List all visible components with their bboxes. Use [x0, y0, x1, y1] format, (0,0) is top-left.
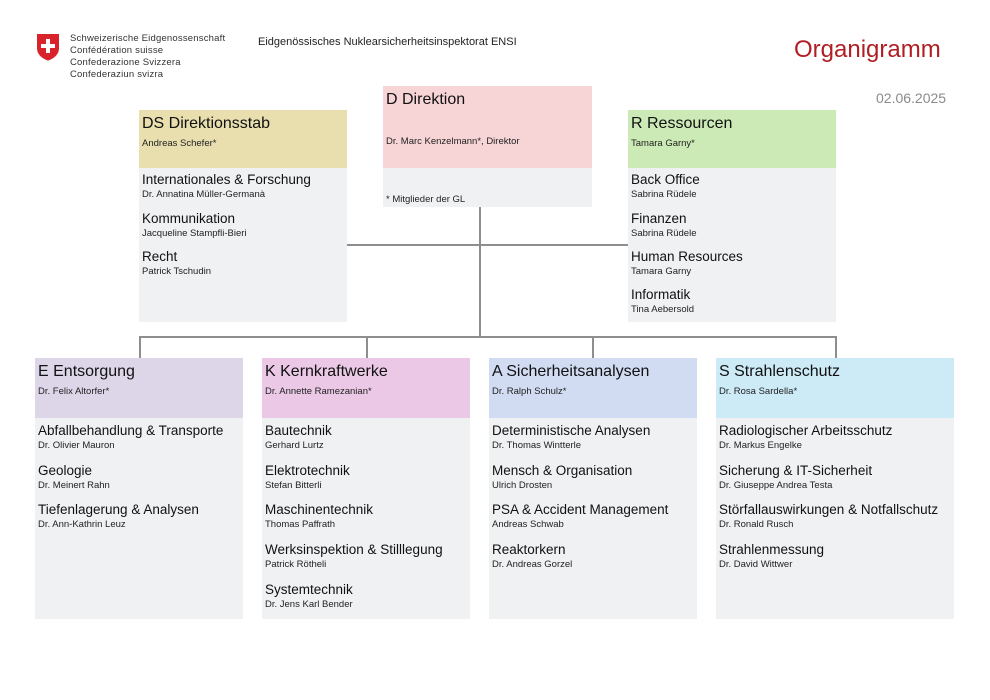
unit-lead: Jacqueline Stampfli-Bieri: [142, 228, 247, 239]
unit-name: Reaktorkern: [492, 542, 566, 557]
unit-name: Deterministische Analysen: [492, 423, 651, 438]
direktion-lead: Dr. Marc Kenzelmann*, Direktor: [386, 136, 520, 147]
a-lead: Dr. Ralph Schulz*: [492, 386, 567, 397]
e-unit: [38, 423, 223, 451]
ds-title: DS Direktionsstab: [142, 115, 271, 132]
connector-s: [835, 336, 837, 358]
connector-divisions-horizontal: [139, 336, 836, 338]
confederation-de: Schweizerische Eidgenossenschaft: [70, 33, 226, 44]
e-header: [35, 358, 243, 418]
r-unit: [631, 211, 697, 239]
connector-direktion-down: [479, 207, 481, 336]
k-unit: [265, 502, 373, 530]
gl-footnote: * Mitglieder der GL: [386, 194, 466, 205]
unit-lead: Dr. Thomas Wintterle: [492, 440, 582, 451]
k-unit: [265, 582, 353, 610]
s-header: [716, 358, 954, 418]
r-unit: [631, 287, 694, 315]
unit-lead: Ulrich Drosten: [492, 480, 553, 491]
unit-name: Elektrotechnik: [265, 463, 350, 478]
unit-lead: Sabrina Rüdele: [631, 228, 697, 239]
connector-k: [366, 336, 368, 358]
connector-a: [592, 336, 594, 358]
unit-lead: Tamara Garny: [631, 266, 692, 277]
direktion-header: [383, 86, 592, 168]
e-unit: [38, 463, 110, 491]
confederation-it: Confederazione Svizzera: [70, 57, 181, 68]
unit-lead: Sabrina Rüdele: [631, 189, 697, 200]
unit-name: Störfallauswirkungen & Notfallschutz: [719, 502, 939, 517]
k-box: [262, 358, 470, 619]
k-title: K Kernkraftwerke: [265, 363, 388, 380]
unit-lead: Dr. Andreas Gorzel: [492, 559, 573, 570]
a-unit: [492, 502, 668, 530]
s-unit: [719, 542, 824, 570]
s-unit: [719, 463, 872, 491]
r-title: R Ressourcen: [631, 115, 733, 132]
a-box: [489, 358, 697, 619]
direktion-title: D Direktion: [386, 91, 466, 108]
unit-lead: Thomas Paffrath: [265, 519, 336, 530]
unit-name: Internationales & Forschung: [142, 172, 311, 187]
unit-lead: Andreas Schwab: [492, 519, 564, 530]
r-lead: Tamara Garny*: [631, 138, 695, 149]
ds-unit: [142, 249, 211, 277]
confederation-rm: Confederaziun svizra: [70, 69, 164, 80]
swiss-flag-icon: [35, 33, 61, 61]
unit-name: Back Office: [631, 172, 700, 187]
unit-lead: Dr. Giuseppe Andrea Testa: [719, 480, 833, 491]
unit-lead: Dr. David Wittwer: [719, 559, 793, 570]
connector-staff-horizontal: [347, 244, 629, 246]
unit-name: Informatik: [631, 287, 691, 302]
unit-name: Systemtechnik: [265, 582, 353, 597]
unit-lead: Dr. Annatina Müller-Germanà: [142, 189, 266, 200]
unit-lead: Patrick Tschudin: [142, 266, 211, 277]
unit-name: Kommunikation: [142, 211, 236, 226]
e-box: [35, 358, 243, 619]
unit-lead: Patrick Rötheli: [265, 559, 327, 570]
page-title: Organigramm: [794, 36, 941, 63]
unit-name: Recht: [142, 249, 178, 264]
unit-lead: Gerhard Lurtz: [265, 440, 324, 451]
unit-name: Maschinentechnik: [265, 502, 374, 517]
unit-name: Human Resources: [631, 249, 743, 264]
s-unit: [719, 423, 892, 451]
a-header: [489, 358, 697, 418]
unit-lead: Dr. Olivier Mauron: [38, 440, 115, 451]
confederation-fr: Confédération suisse: [70, 45, 164, 56]
s-unit: [719, 502, 938, 530]
r-unit: [631, 249, 743, 277]
unit-name: Geologie: [38, 463, 93, 478]
s-box: [716, 358, 954, 619]
unit-lead: Stefan Bitterli: [265, 480, 322, 491]
s-lead: Dr. Rosa Sardella*: [719, 386, 798, 397]
unit-name: Sicherung & IT-Sicherheit: [719, 463, 873, 478]
unit-name: Mensch & Organisation: [492, 463, 633, 478]
e-unit: [38, 502, 199, 530]
a-unit: [492, 423, 650, 451]
unit-lead: Dr. Ronald Rusch: [719, 519, 794, 530]
unit-lead: Dr. Ann-Kathrin Leuz: [38, 519, 126, 530]
a-title: A Sicherheitsanalysen: [492, 363, 650, 380]
date-label: 02.06.2025: [876, 90, 947, 106]
k-unit: [265, 463, 350, 491]
unit-lead: Dr. Markus Engelke: [719, 440, 802, 451]
unit-lead: Dr. Meinert Rahn: [38, 480, 110, 491]
connector-e: [139, 336, 141, 358]
direktion-box: [383, 86, 592, 207]
e-title: E Entsorgung: [38, 363, 135, 380]
unit-lead: Tina Aebersold: [631, 304, 695, 315]
k-header: [262, 358, 470, 418]
ds-unit: [142, 172, 311, 200]
ds-header: [139, 110, 347, 168]
a-unit: [492, 542, 572, 570]
unit-name: PSA & Accident Management: [492, 502, 669, 517]
ds-lead: Andreas Schefer*: [142, 138, 217, 149]
k-unit: [265, 542, 443, 570]
r-header: [628, 110, 836, 168]
k-lead: Dr. Annette Ramezanian*: [265, 386, 372, 397]
unit-lead: Dr. Jens Karl Bender: [265, 599, 353, 610]
s-title: S Strahlenschutz: [719, 363, 840, 380]
agency-name: Eidgenössisches Nuklearsicherheitsinspektorat ENSI: [258, 36, 517, 48]
unit-name: Finanzen: [631, 211, 687, 226]
a-unit: [492, 463, 632, 491]
e-lead: Dr. Felix Altorfer*: [38, 386, 110, 397]
unit-name: Abfallbehandlung & Transporte: [38, 423, 224, 438]
k-unit: [265, 423, 332, 451]
unit-name: Radiologischer Arbeitsschutz: [719, 423, 893, 438]
unit-name: Bautechnik: [265, 423, 332, 438]
unit-name: Werksinspektion & Stilllegung: [265, 542, 443, 557]
ds-unit: [142, 211, 247, 239]
r-unit: [631, 172, 700, 200]
r-box: [628, 110, 836, 322]
unit-name: Tiefenlagerung & Analysen: [38, 502, 199, 517]
unit-name: Strahlenmessung: [719, 542, 825, 557]
ds-box: [139, 110, 347, 322]
